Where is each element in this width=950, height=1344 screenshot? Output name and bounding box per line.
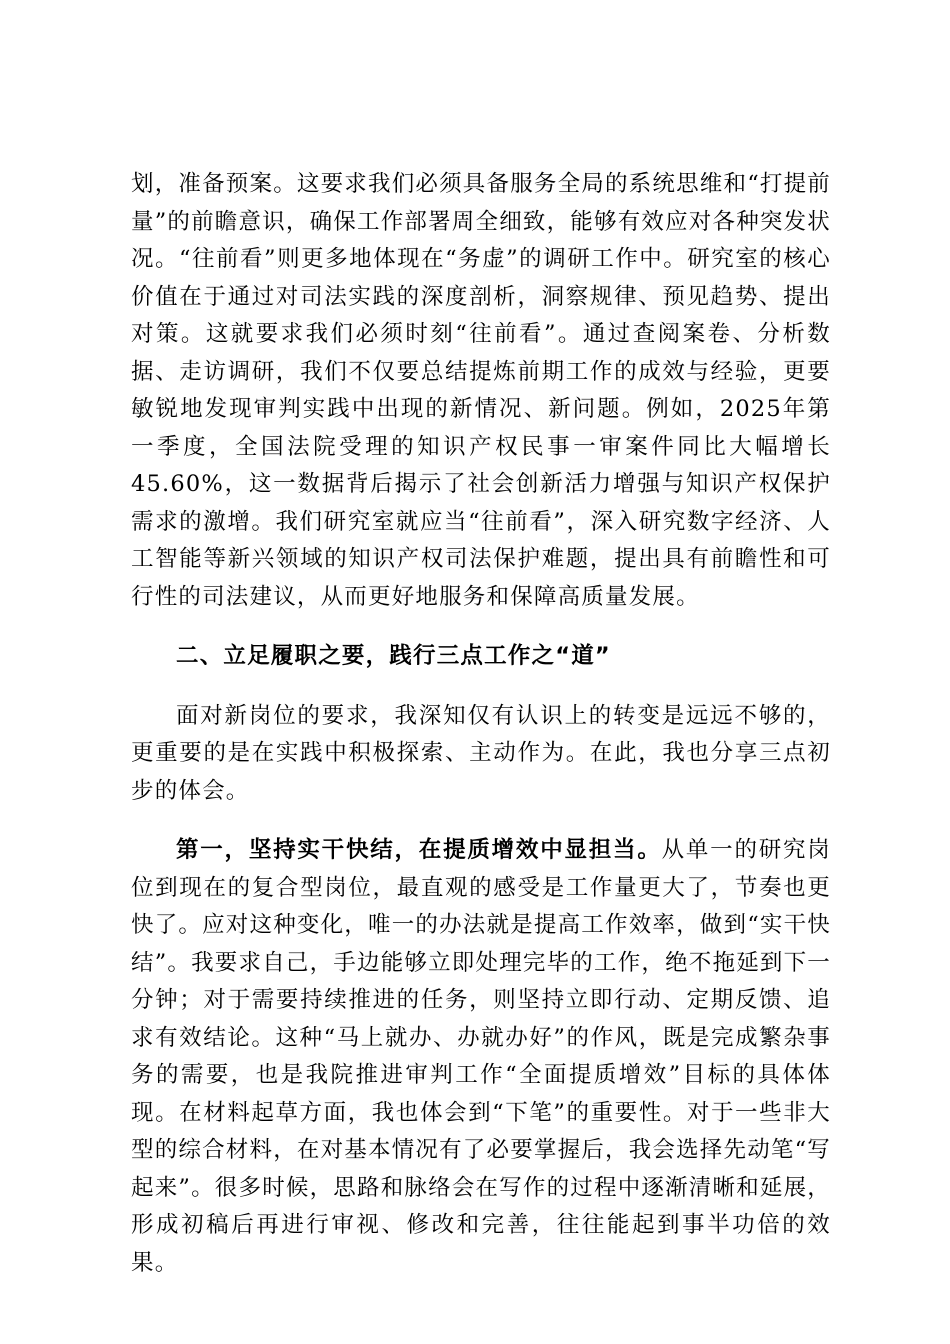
point-one-body: 从单一的研究岗位到现在的复合型岗位，最直观的感受是工作量更大了，节奏也更快了。应对这种变化，唯一的办法就是提高工作效率，做到“实干快结”。我要求自己，手边能够立即处理完毕的工作，绝不拖延到下一分钟；对于需要持续推进的任务，则坚持立即行动、定期反馈、追求有效结论。这种“马上就办、办就办好”的作风，既是完成繁杂事务的需要，也是我院推进审判工作“全面提质增效”目标的具体体现。在材料起草方面，我也体会到“下笔”的重要性。对于一些非大型的综合材料，在对基本情况有了必要掌握后，我会选择先动笔“写起来”。很多时候，思路和脉络会在写作的过程中逐渐清晰和延展，形成初稿后再进行审视、修改和完善，往往能起到事半功倍的效果。 xyxy=(131,837,832,1276)
paragraph-point-one xyxy=(131,832,831,1282)
point-one-lead: 第一，坚持实干快结，在提质增效中显担当。 xyxy=(176,837,662,863)
paragraph-continuation: 划，准备预案。这要求我们必须具备服务全局的系统思维和“打提前量”的前瞻意识，确保工作部署周全细致，能够有效应对各种突发状况。“往前看”则更多地体现在“务虚”的调研工作中。研究室的核心价值在于通过对司法实践的深度剖析，洞察规律、预见趋势、提出对策。这就要求我们必须时刻“往前看”。通过查阅案卷、分析数据、走访调研，我们不仅要总结提炼前期工作的成效与经验，更要敏锐地发现审判实践中出现的新情况、新问题。例如，2025年第一季度，全国法院受理的知识产权民事一审案件同比大幅增长45.60%，这一数据背后揭示了社会创新活力增强与知识产权保护需求的激增。我们研究室就应当“往前看”，深入研究数字经济、人工智能等新兴领域的知识产权司法保护难题，提出具有前瞻性和可行性的司法建议，从而更好地服务和保障高质量发展。 xyxy=(131,171,832,610)
paragraph-intro: 面对新岗位的要求，我深知仅有认识上的转变是远远不够的，更重要的是在实践中积极探索、主动作为。在此，我也分享三点初步的体会。 xyxy=(131,702,831,804)
section-heading-2: 二、立足履职之要，践行三点工作之“道” xyxy=(176,643,611,669)
document-page xyxy=(131,166,831,1282)
